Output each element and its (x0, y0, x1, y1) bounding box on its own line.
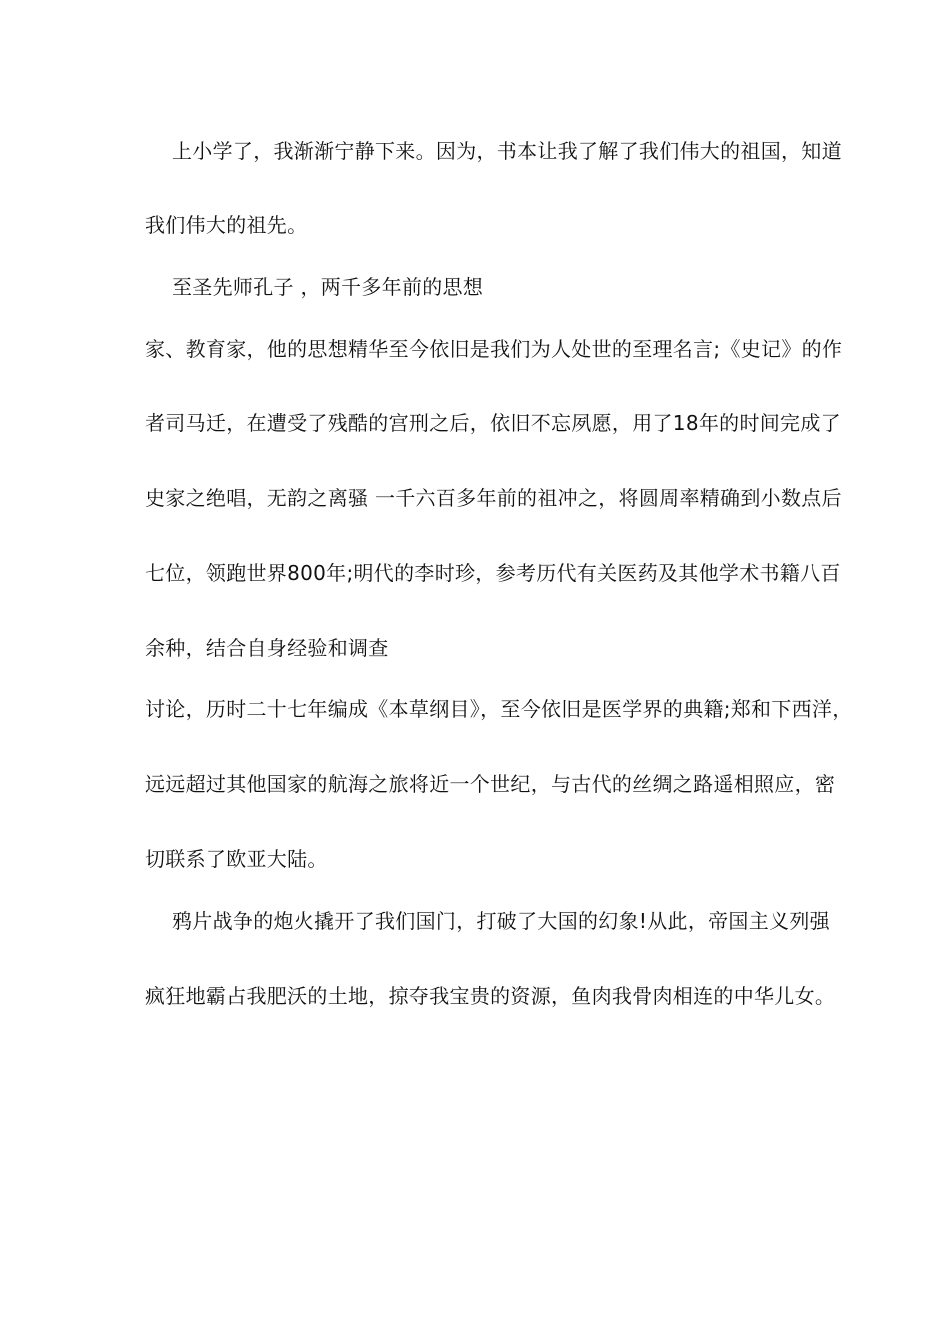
text-line: 家、教育家，他的思想精华至今依旧是我们为人处世的至理名言;《史记》的作 (145, 337, 843, 361)
text-line: 远远超过其他国家的航海之旅将近一个世纪，与古代的丝绸之路遥相照应，密 (145, 772, 836, 796)
text-line: 上小学了，我渐渐宁静下来。因为，书本让我了解了我们伟大的祖国，知道 (172, 139, 842, 163)
text-line: 史家之绝唱，无韵之离骚 一千六百多年前的祖冲之，将圆周率精确到小数点后 (145, 486, 842, 510)
text-line: 讨论，历时二十七年编成《本草纲目》，至今依旧是医学界的典籍;郑和下西洋， (145, 697, 853, 721)
text-line: 我们伟大的祖先。 (145, 213, 308, 237)
text-line: 七位，领跑世界800年;明代的李时珍，参考历代有关医药及其他学术书籍八百 (145, 561, 841, 585)
text-line: 至圣先师孔子 ，两千多年前的思想 (172, 275, 484, 299)
text-line: 余种，结合自身经验和调查 (145, 636, 389, 660)
text-line: 鸦片战争的炮火撬开了我们国门，打破了大国的幻象!从此，帝国主义列强 (172, 909, 830, 933)
text-line: 切联系了欧亚大陆。 (145, 847, 328, 871)
text-line: 者司马迁，在遭受了残酷的宫刑之后，依旧不忘夙愿，用了18年的时间完成了 (145, 411, 841, 435)
text-line: 疯狂地霸占我肥沃的土地，掠夺我宝贵的资源，鱼肉我骨肉相连的中华儿女。 (145, 984, 836, 1008)
